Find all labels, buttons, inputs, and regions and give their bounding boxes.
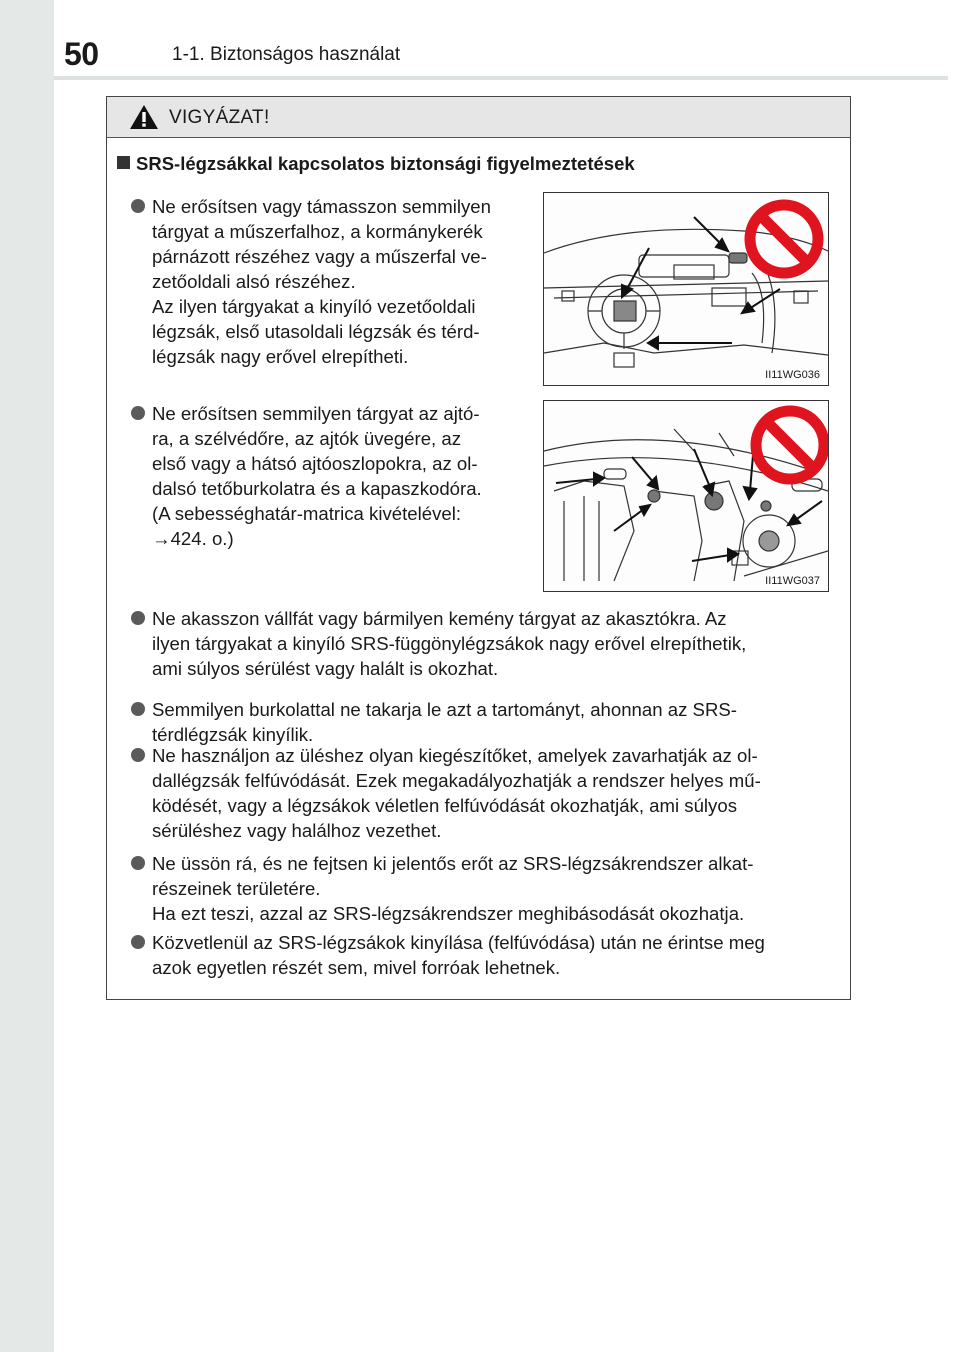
section-title: 1-1. Biztonságos használat [172, 44, 401, 65]
bullet-dot-icon [131, 406, 145, 420]
warning-bullet [131, 606, 841, 681]
warning-bullet [131, 401, 535, 551]
warning-bullet [131, 743, 841, 843]
bullet-text: Ne erősítsen vagy támasszon semmilyen tárgyat a műszerfalhoz, a kormánykerék párnázott részéhez vagy a műszerfal ve- zetőoldali alsó részéhez. Az ilyen tárgyakat a kinyíló vezetőoldali légzsák, első utasoldali légzsák és térd- légzsák nagy erővel elrepítheti. [152, 196, 491, 367]
bullet-text: Semmilyen burkolattal ne takarja le azt a tartományt, ahonnan az SRS- térdlégzsák kinyílik. [152, 699, 737, 745]
subheading-text: SRS-légzsákkal kapcsolatos biztonsági figyelmeztetések [136, 153, 635, 174]
bullet-dot-icon [131, 611, 145, 625]
page-number: 50 [64, 36, 99, 72]
warning-triangle-icon [129, 104, 159, 135]
bullet-text: Ne akasszon vállfát vagy bármilyen kemény tárgyat az akasztókra. Az ilyen tárgyakat a kinyíló SRS-függönylégzsákok nagy erővel elrepíthetik, ami súlyos sérülést vagy halált is okozhat. [152, 608, 747, 679]
bullet-dot-icon [131, 935, 145, 949]
bullet-text: Közvetlenül az SRS-légzsákok kinyílása (felfúvódása) után ne érintse meg azok egyetlen részét sem, mivel forróak lehetnek. [152, 932, 765, 978]
header-rule [54, 76, 948, 80]
bullet-text: Ne erősítsen semmilyen tárgyat az ajtó- ra, a szélvédőre, az ajtók üvegére, az első vagy a hátsó ajtóoszlopokra, az ol- dalsó tetőburkolatra és a kapaszkodóra. (A sebességhatár-matrica kivételével: →424. o.) [152, 403, 482, 549]
warning-header [107, 97, 850, 138]
warning-title: VIGYÁZAT! [169, 107, 270, 128]
side-strip [0, 0, 54, 1352]
bullet-text: Ne használjon az üléshez olyan kiegészítőket, amelyek zavarhatják az ol- dallégzsák felfúvódását. Ezek megakadályozhatják a rendszer helyes mű- ködését, vagy a légzsákok véletlen felfúvódását okozhatják, ami súlyos sérüléshez vagy halálhoz vezethet. [152, 745, 761, 841]
dashboard-illustration [543, 192, 829, 386]
warning-bullet [131, 930, 841, 980]
bullet-dot-icon [131, 748, 145, 762]
figure-code: II11WG036 [765, 369, 820, 381]
prohibition-icon [544, 401, 828, 591]
cabin-illustration [543, 400, 829, 592]
prohibition-icon [544, 193, 828, 385]
bullet-dot-icon [131, 856, 145, 870]
warning-subheading [117, 153, 635, 175]
warning-bullet [131, 851, 841, 926]
figure-code: II11WG037 [765, 575, 820, 587]
bullet-dot-icon [131, 199, 145, 213]
warning-bullet [131, 697, 841, 747]
square-bullet-icon [117, 156, 130, 169]
bullet-dot-icon [131, 702, 145, 716]
warning-bullet [131, 194, 535, 369]
bullet-text: Ne üssön rá, és ne fejtsen ki jelentős erőt az SRS-légzsákrendszer alkat- részeinek területére. Ha ezt teszi, azzal az SRS-légzsákrendszer meghibásodását okozhatja. [152, 853, 754, 924]
